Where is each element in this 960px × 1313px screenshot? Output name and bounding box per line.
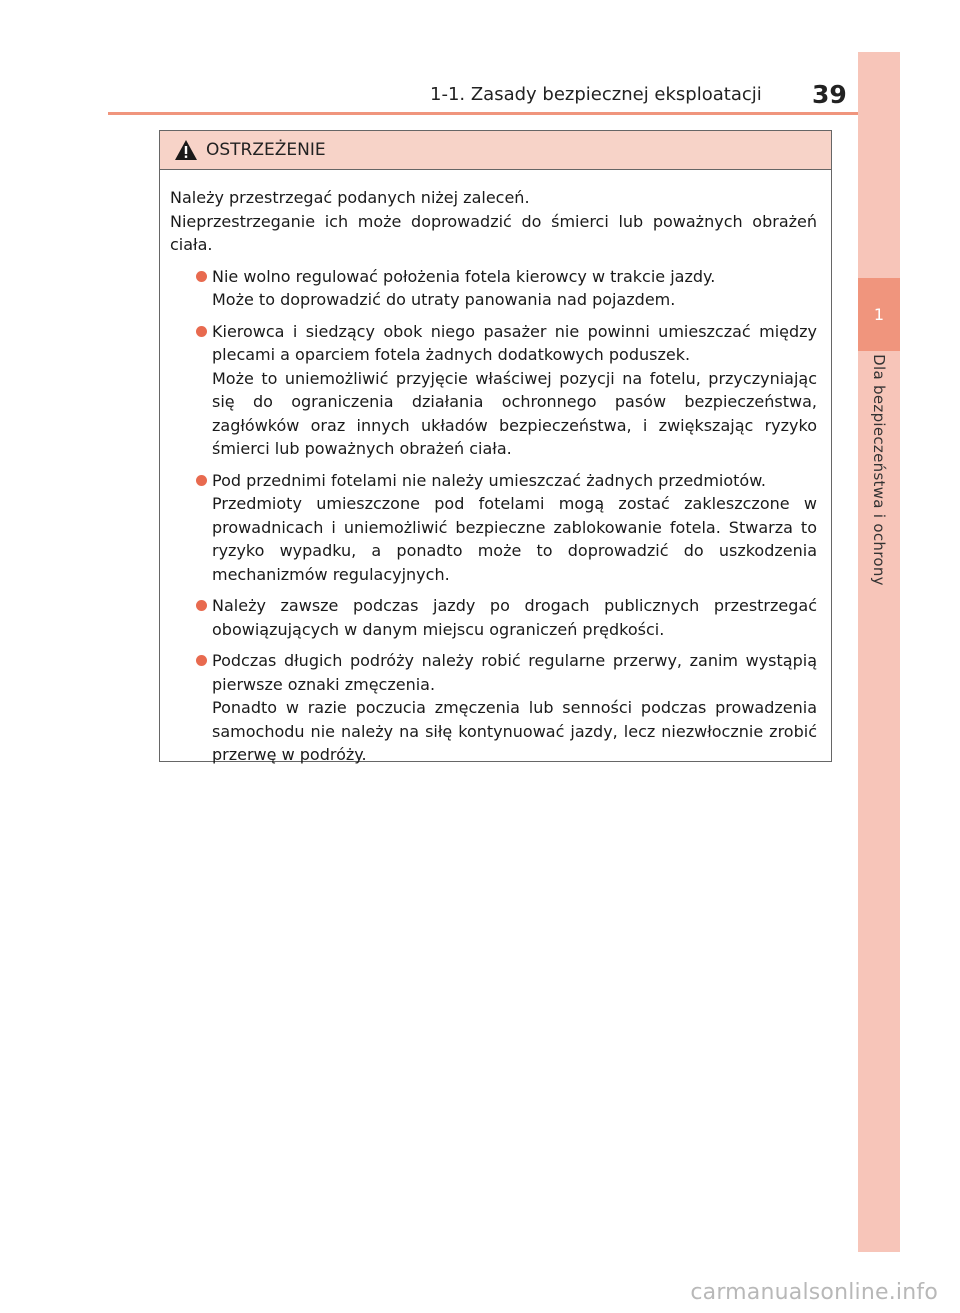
bullet-text: Może to doprowadzić do utraty panowania nad pojazdem. <box>212 290 676 309</box>
bullet-text: Kierowca i siedzący obok niego pasażer nie powinni umieszczać między plecami a oparciem fotela żadnych dodatkowych poduszek. <box>212 321 817 364</box>
intro-line: Należy przestrzegać podanych niżej zaleceń. <box>170 188 530 207</box>
bullet-dot-icon <box>196 655 207 666</box>
warning-bullet <box>170 649 817 767</box>
source-watermark: carmanualsonline.info <box>690 1280 938 1305</box>
warning-triangle-icon <box>174 139 198 161</box>
bullet-text: Pod przednimi fotelami nie należy umieszczać żadnych przedmiotów. <box>212 470 766 490</box>
bullet-text: Podczas długich podróży należy robić regularne przerwy, zanim wystąpią pierwsze oznaki zmęczenia. <box>212 651 817 694</box>
header-divider <box>108 112 898 115</box>
warning-bullet <box>170 469 817 587</box>
warning-body <box>160 170 831 767</box>
intro-line: Nieprzestrzeganie ich może doprowadzić do śmierci lub poważnych obrażeń ciała. <box>170 211 817 254</box>
bullet-text: Może to uniemożliwić przyjęcie właściwej pozycji na fotelu, przyczyniając się do ograniczenia działania ochronnego pasów bezpieczeństwa, zagłówków oraz innych układów bezpieczeństwa, i zwiększając ryzyko śmierci lub poważnych obrażeń ciała. <box>212 368 817 458</box>
bullet-text: Należy zawsze podczas jazdy po drogach publicznych przestrzegać obowiązujących w danym miejscu ograniczeń prędkości. <box>212 596 817 639</box>
warning-title: OSTRZEŻENIE <box>206 140 326 160</box>
page-number: 39 <box>812 80 847 109</box>
chapter-title: Dla bezpieczeństwa i ochrony <box>870 354 888 586</box>
bullet-dot-icon <box>196 600 207 611</box>
bullet-text: Ponadto w razie poczucia zmęczenia lub senności podczas prowadzenia samochodu nie należy na siłę kontynuować jazdy, lecz niezwłocznie zrobić przerwę w podróży. <box>212 698 817 764</box>
bullet-text: Nie wolno regulować położenia fotela kierowcy w trakcie jazdy. <box>212 266 716 286</box>
warning-box <box>159 130 832 762</box>
warning-bullet <box>170 594 817 641</box>
bullet-text: Przedmioty umieszczone pod fotelami mogą zostać zakleszczone w prowadnicach i uniemożliwić bezpieczne zablokowanie fotela. Stwarza to ryzyko wypadku, a ponadto może to doprowadzić do uszkodzenia mechanizmów regulacyjnych. <box>212 494 817 584</box>
warning-header <box>160 131 831 170</box>
warning-intro <box>170 186 817 257</box>
chapter-number: 1 <box>858 278 900 351</box>
warning-bullet <box>170 320 817 461</box>
bullet-dot-icon <box>196 475 207 486</box>
bullet-dot-icon <box>196 271 207 282</box>
chapter-side-tab <box>858 52 900 1252</box>
bullet-dot-icon <box>196 326 207 337</box>
section-title: 1-1. Zasady bezpiecznej eksploatacji <box>430 84 762 105</box>
warning-bullet <box>170 265 817 312</box>
